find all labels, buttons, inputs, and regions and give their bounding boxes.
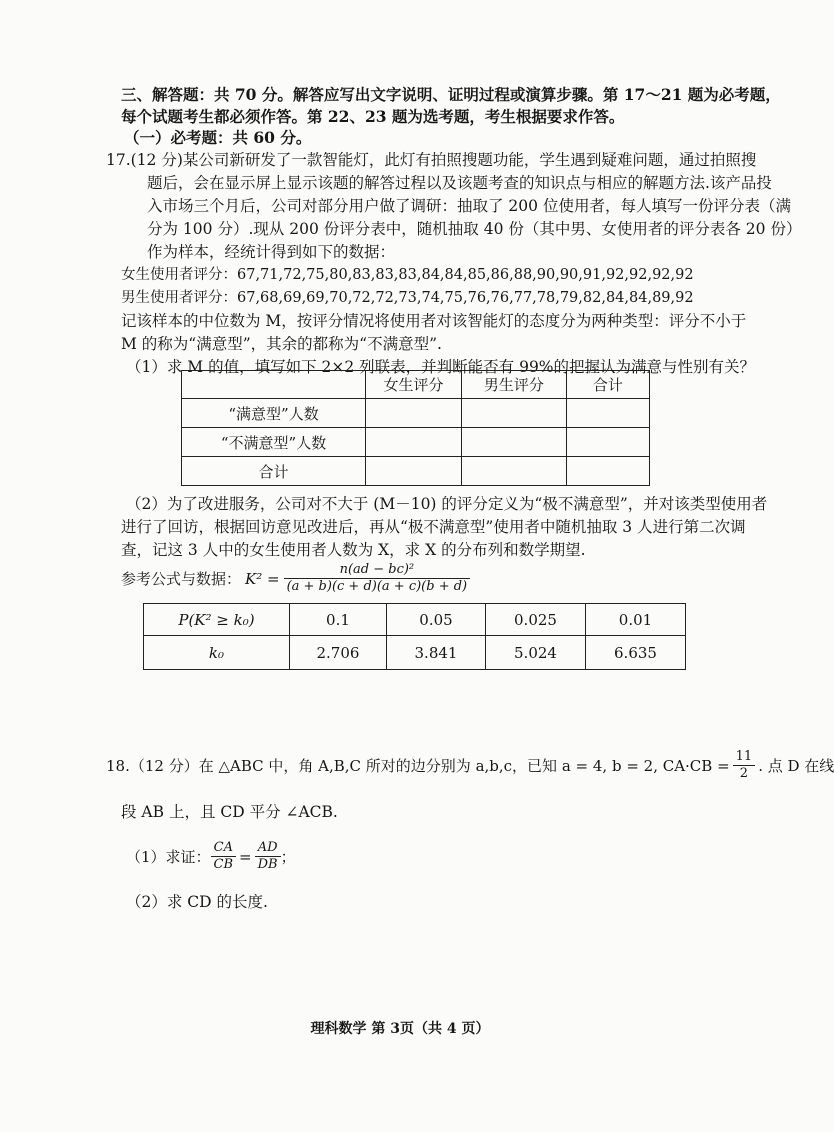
- ref-p-value: 0.05: [387, 604, 486, 636]
- q17-line-5: 作为样本，经统计得到如下的数据：: [147, 243, 396, 261]
- q18-dot-product-fraction: [733, 749, 756, 782]
- q18-part1: [126, 840, 296, 873]
- q18-frac-ca-cb: [211, 840, 237, 873]
- ref-row2-label: k₀: [144, 636, 290, 670]
- ref-k-value: 3.841: [387, 636, 486, 670]
- q18-line-1: [106, 749, 834, 782]
- q17-part2-line2: 进行了回访，根据回访意见改进后，再从“极不满意型”使用者中随机抽取 3 人进行第二次调: [121, 518, 746, 536]
- table-cell: [462, 457, 567, 486]
- page-footer: 理科数学 第 3页（共 4 页）: [310, 1021, 490, 1037]
- q17-line-3: 入市场三个月后，公司对部分用户做了调研：抽取了 200 位使用者，每人填写一份评分表（满: [147, 197, 791, 215]
- q17-line-2: 题后，会在显示屏上显示该题的解答过程以及该题考查的知识点与相应的解题方法.该产品投: [147, 174, 772, 192]
- q18-line1-suffix: . 点 D 在线: [758, 757, 834, 775]
- q17-part1: （1）求 M 的值，填写如下 2×2 列联表，并判断能否有 99%的把握认为满意与性别有关？: [126, 358, 756, 376]
- reference-formula: [121, 562, 470, 595]
- table-cell: [566, 428, 649, 457]
- q18-part1-equals: =: [239, 847, 252, 866]
- section-heading-line2: 每个试题考生都必须作答。第 22、23 题为选考题，考生根据要求作答。: [121, 107, 625, 126]
- table-row-total: 合计: [182, 457, 366, 486]
- ref-k-value: 6.635: [585, 636, 685, 670]
- female-scores: 女生使用者评分：67,71,72,75,80,83,83,83,84,84,85,86,88,90,90,91,92,92,92,92: [121, 267, 694, 283]
- formula-numerator: n(ad − bc)²: [284, 562, 471, 579]
- critical-value-table: [143, 603, 686, 670]
- table-cell: [566, 399, 649, 428]
- table-cell: [366, 399, 462, 428]
- table-cell: [366, 457, 462, 486]
- section-heading-line1: 三、解答题：共 70 分。解答应写出文字说明、证明过程或演算步骤。第 17～21 题为必考题，: [121, 85, 781, 104]
- section-subheading: （一）必考题：共 60 分。: [124, 128, 312, 147]
- q17-part2-line3: 查，记这 3 人中的女生使用者人数为 X，求 X 的分布列和数学期望.: [121, 541, 586, 559]
- table-header-total: 合计: [566, 371, 649, 399]
- contingency-table: [181, 370, 650, 486]
- q18-part1-prefix: （1）求证：: [126, 848, 211, 866]
- ref-p-value: 0.01: [585, 604, 685, 636]
- table-cell: [566, 457, 649, 486]
- table-cell: [462, 399, 567, 428]
- q18-frac-denominator: 2: [739, 766, 749, 781]
- q17-part2-line1: （2）为了改进服务，公司对不大于 (M－10) 的评分定义为“极不满意型”，并对该类型使用者: [126, 495, 768, 513]
- q18-frac1-numerator: CA: [211, 840, 237, 857]
- q18-frac-numerator: 11: [733, 749, 756, 766]
- q18-part2: （2）求 CD 的长度.: [126, 893, 268, 911]
- q18-frac-ad-db: [255, 840, 281, 873]
- q18-part1-suffix: ；: [280, 848, 296, 866]
- ref-row1-label: P(K² ≥ k₀): [144, 604, 290, 636]
- q17-line-4: 分为 100 分）.现从 200 份评分表中，随机抽取 40 份（其中男、女使用者的评分表各 20 份）: [147, 220, 802, 238]
- table-row-satisfied: “满意型”人数: [182, 399, 366, 428]
- ref-p-value: 0.1: [289, 604, 386, 636]
- formula-lhs: K² =: [245, 569, 280, 588]
- q18-frac2-numerator: AD: [255, 840, 281, 857]
- table-header-empty: [182, 371, 366, 399]
- ref-p-value: 0.025: [486, 604, 586, 636]
- table-header-female: 女生评分: [366, 371, 462, 399]
- ref-k-value: 2.706: [289, 636, 386, 670]
- formula-fraction: [284, 562, 471, 595]
- q18-line1-prefix: 18.（12 分）在 △ABC 中，角 A,B,C 所对的边分别为 a,b,c，已知 a = 4, b = 2, CA·CB =: [106, 757, 730, 775]
- median-definition-line1: 记该样本的中位数为 M，按评分情况将使用者对该智能灯的态度分为两种类型：评分不小于: [121, 312, 747, 330]
- q18-line-2: 段 AB 上，且 CD 平分 ∠ACB.: [121, 803, 338, 821]
- q17-line-1: 17.(12 分)某公司新研发了一款智能灯，此灯有拍照搜题功能，学生遇到疑难问题，通过拍照搜: [106, 151, 757, 169]
- table-cell: [462, 428, 567, 457]
- table-row-unsatisfied: “不满意型”人数: [182, 428, 366, 457]
- ref-k-value: 5.024: [486, 636, 586, 670]
- q18-frac2-denominator: DB: [257, 857, 278, 872]
- formula-denominator: (a + b)(c + d)(a + c)(b + d): [286, 579, 468, 594]
- male-scores: 男生使用者评分：67,68,69,69,70,72,72,73,74,75,76,76,77,78,79,82,84,84,89,92: [121, 290, 694, 306]
- table-cell: [366, 428, 462, 457]
- q18-frac1-denominator: CB: [213, 857, 234, 872]
- formula-label: 参考公式与数据：: [121, 570, 242, 588]
- table-header-male: 男生评分: [462, 371, 567, 399]
- median-definition-line2: M 的称为“满意型”，其余的都称为“不满意型”.: [121, 335, 442, 353]
